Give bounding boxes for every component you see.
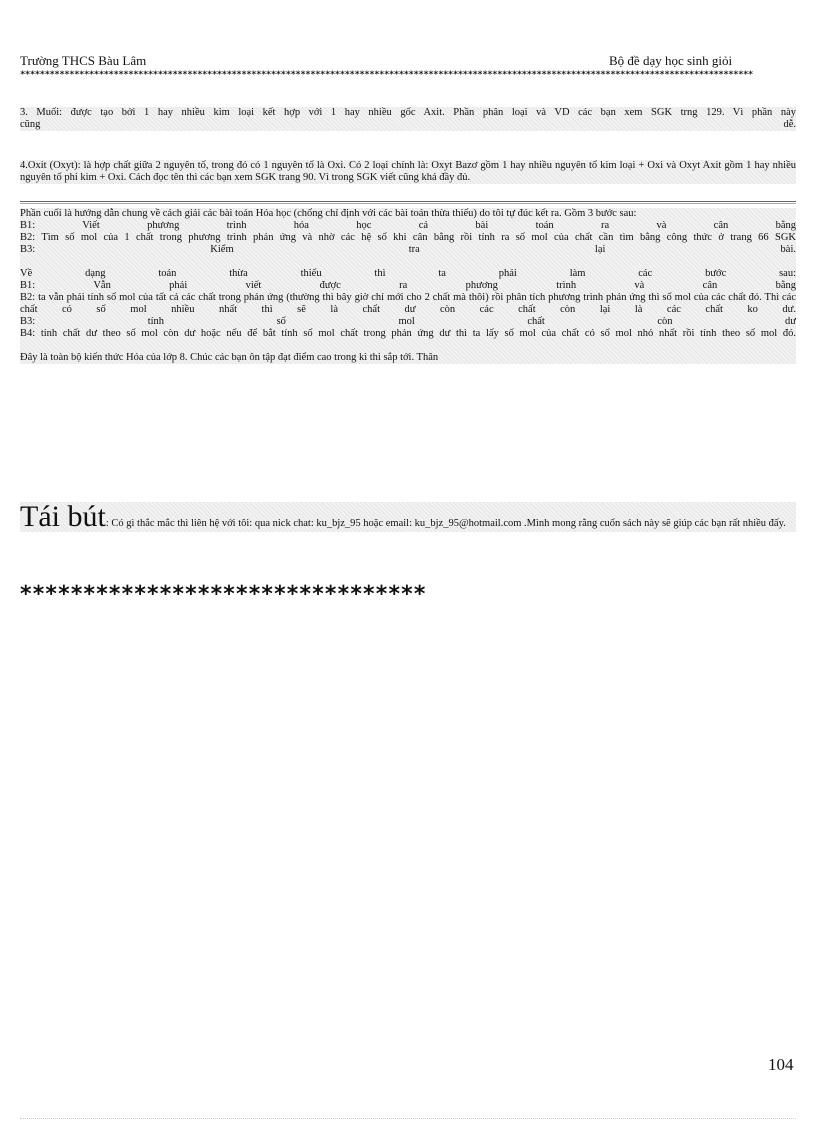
excess-intro: Về dạng toán thừa thiếu thì ta phải làm các bước sau:	[20, 268, 796, 279]
section-divider	[20, 201, 796, 204]
postscript-title: Tái bút	[20, 500, 106, 533]
guide-step-1: B1: Viết phương trình hóa học cả bài toán ra và cân bằng	[20, 220, 796, 231]
section-oxit: 4.Oxit (Oxyt): là hợp chất giữa 2 nguyên tố, trong đó có 1 nguyên tố là Oxi. Có 2 loại chính là: Oxyt Bazơ gồm 1 hay nhiều nguyên tố kim loại + Oxi và Oxyt Axit gồm 1 hay nhiều nguyên tố phi kim + Oxi. Cách đọc tên thì các bạn xem SGK trang 90. Vì trong SGK viết cũng khá đầy đủ.	[20, 160, 796, 183]
header-school: Trường THCS Bàu Lâm	[20, 53, 147, 68]
guide-intro: Phần cuối là hướng dẫn chung về cách giải các bài toán Hóa học (chống chỉ định với các bài toán thừa thiếu) do tôi tự đúc kết ra. Gồm 3 bước sau:	[20, 208, 637, 219]
postscript-text: : Có gì thắc mắc thì liên hệ với tôi: qua nick chat: ku_bjz_95 hoặc email: ku_bjz_95@hotmail.com .Mình mong rằng cuốn sách này sẽ giúp các bạn rất nhiều đấy.	[105, 518, 786, 529]
muoi-line-1: 3. Muối: được tạo bởi 1 hay nhiều kim loại kết hợp với 1 hay nhiều gốc Axit. Phần phân loại và VD các bạn xem SGK trng 129. Vì phần này	[20, 107, 796, 118]
excess-step-1: B1: Vẫn phải viết được ra phương trình và cân bằng	[20, 280, 796, 291]
spacer	[20, 256, 796, 268]
header-book-title: Bộ đề dạy học sinh giỏi	[609, 53, 733, 68]
excess-step-2: B2: ta vẫn phải tính số mol của tất cả các chất trong phản ứng (thường thì bây giờ chỉ mới cho 2 chất mà thôi) rồi phân tích phương trình phản ứng thì số mol của các chất đó. Thì các chất có số mol nhiều nhất thì sẽ là chất dư còn các chất còn lại là các chất ko dư.	[20, 292, 796, 315]
excess-step-3: B3: tính số mol chất còn dư	[20, 316, 796, 327]
muoi-line-2	[20, 119, 796, 131]
spacer	[20, 340, 796, 352]
guide-step-3: B3: Kiểm tra lại bài.	[20, 244, 796, 255]
footer-dotted-line	[20, 1118, 796, 1120]
section-guide	[20, 208, 796, 364]
muoi-line-2-right: dễ.	[783, 119, 796, 130]
guide-step-2: B2: Tìm số mol của 1 chất trong phương trình phản ứng và nhờ các hệ số khi cân bằng rồi tính ra số mol của chất cần tìm bằng công thức ở trang 66 SGK	[20, 232, 796, 243]
closing-text: Đây là toàn bộ kiến thức Hóa của lớp 8. Chúc các bạn ôn tập đạt điểm cao trong kì thi sắp tới. Thân	[20, 352, 439, 363]
section-muoi	[20, 107, 796, 131]
bottom-star-separator: ********************************	[20, 582, 427, 607]
muoi-line-2-left: cũng	[20, 119, 41, 130]
excess-step-4: B4: tính chất dư theo số mol còn dư hoặc nếu để bắt tính số mol chất trong phản ứng dư thì ta lấy số mol của chất có số mol nhỏ nhất rồi tính theo số mol đó.	[20, 328, 796, 339]
postscript	[20, 502, 796, 532]
page-number: 104	[768, 1055, 794, 1074]
header-separator: *****************************************************************************************************************************************************	[20, 70, 753, 80]
